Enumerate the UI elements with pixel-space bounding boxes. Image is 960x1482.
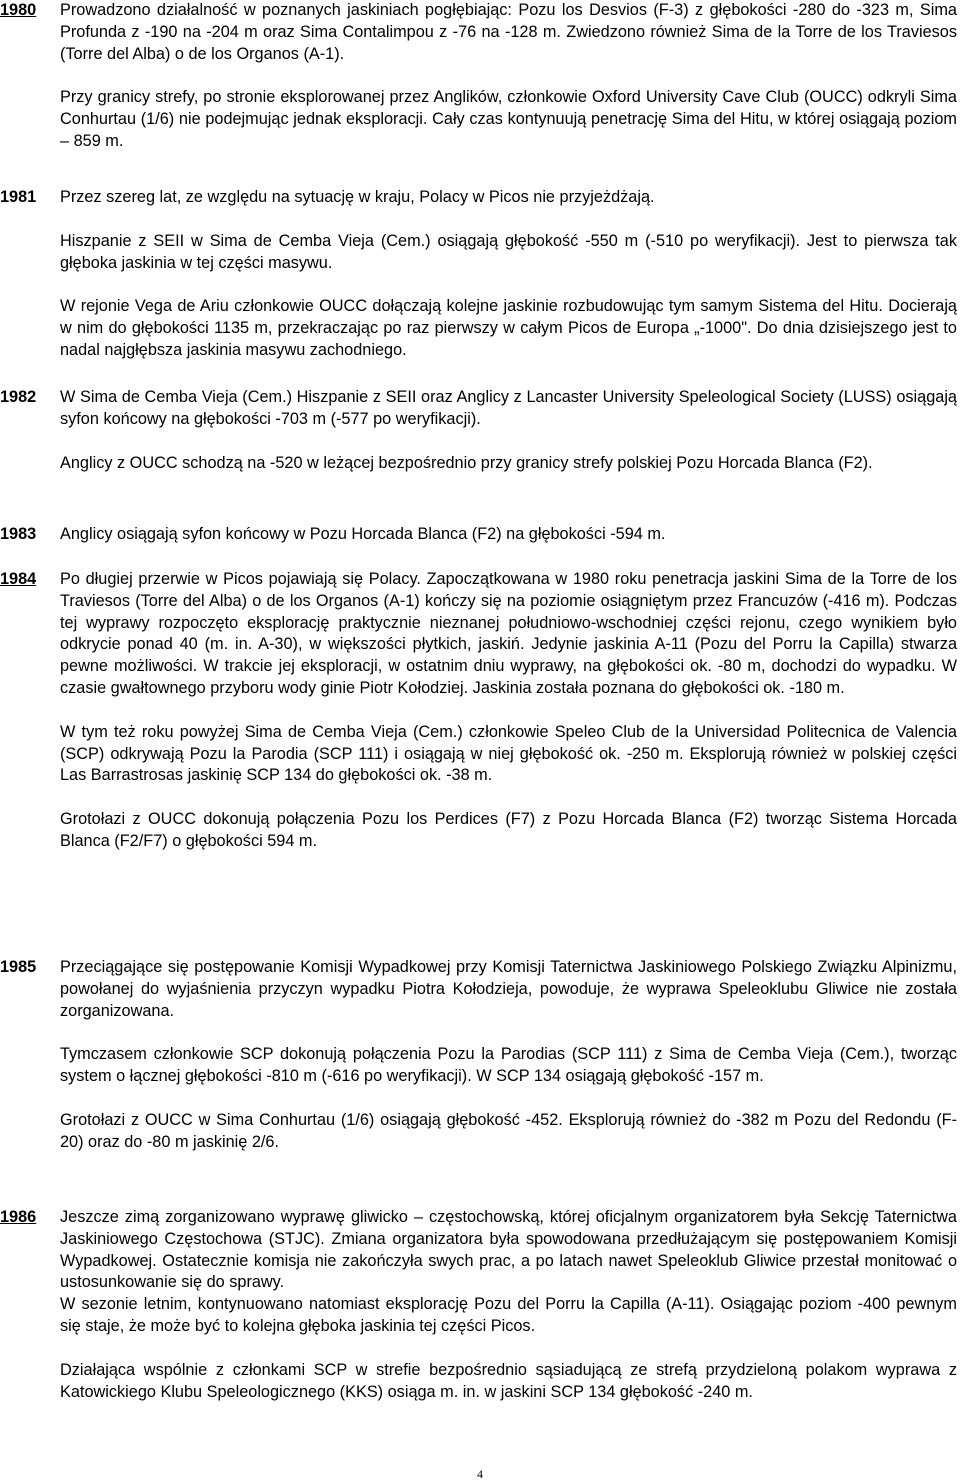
- paragraph: Prowadzono działalność w poznanych jaskiniach pogłębiając: Pozu los Desvios (F-3) z głębokości -280 do -323 m, Sima Profunda z -190 na -204 m oraz Sima Contalimpou z -76 na -128 m. Zwiedzono również Sima de la Torre de los Traviesos (Torre del Alba) o de los Organos (A-1).: [60, 1, 957, 63]
- entry-body: [60, 957, 957, 1154]
- entry-body: [60, 1207, 957, 1403]
- year-label: 1984: [0, 570, 37, 588]
- entry-body: [60, 387, 957, 474]
- paragraph: Przy granicy strefy, po stronie eksplorowanej przez Anglików, członkowie Oxford University Cave Club (OUCC) odkryli Sima Conhurtau (1/6) nie podejmując jednak eksploracji. Cały czas kontynuują penetrację Sima del Hitu, w której osiągają poziom – 859 m.: [60, 88, 957, 150]
- entry-body: [60, 0, 957, 153]
- year-label: 1981: [0, 188, 37, 206]
- paragraph: Tymczasem członkowie SCP dokonują połączenia Pozu la Parodias (SCP 111) z Sima de Cemba Vieja (Cem.), tworząc system o łącznej głębokości -810 m (-616 po weryfikacji). W SCP 134 osiągają głębokość -157 m.: [60, 1045, 957, 1086]
- year-label: 1986: [0, 1208, 37, 1226]
- entry-body: [60, 524, 957, 546]
- year-label: 1983: [0, 525, 37, 543]
- page-number: 4: [477, 1467, 483, 1481]
- paragraph: Jeszcze zimą zorganizowano wyprawę gliwicko – częstochowską, której oficjalnym organizatorem była Sekcję Taternictwa Jaskiniowego Częstochowa (STJC). Zmiana organizatora była spowodowana przedłużającym się postępowaniem Komisji Wypadkowej. Ostatecznie komisja nie zakończyła swych prac, a po latach nawet Speleoklub Gliwice przestał monitować o ustosunkowanie się do sprawy.: [60, 1208, 957, 1292]
- entry-body: [60, 187, 957, 362]
- paragraph: Hiszpanie z SEII w Sima de Cemba Vieja (Cem.) osiągają głębokość -550 m (-510 po weryfikacji). Jest to pierwsza tak głęboka jaskinia w tej części masywu.: [60, 231, 957, 272]
- paragraph: W Sima de Cemba Vieja (Cem.) Hiszpanie z SEII oraz Anglicy z Lancaster University Speleological Society (LUSS) osiągają syfon końcowy na głębokości -703 m (-577 po weryfikacji).: [60, 388, 957, 428]
- paragraph: Anglicy z OUCC schodzą na -520 w leżącej bezpośrednio przy granicy strefy polskiej Pozu Horcada Blanca (F2).: [60, 453, 873, 472]
- year-label: 1985: [0, 958, 37, 976]
- paragraph: W rejonie Vega de Ariu członkowie OUCC dołączają kolejne jaskinie rozbudowując tym samym Sistema del Hitu. Docierają w nim do głębokości 1135 m, przekraczając po raz pierwszy w całym Picos de Europa „-1000". Do dnia dzisiejszego jest to nadal najgłębsza jaskinia masywu zachodniego.: [60, 297, 957, 359]
- paragraph: W tym też roku powyżej Sima de Cemba Vieja (Cem.) członkowie Speleo Club de la Universidad Politecnica de Valencia (SCP) odkrywają Pozu la Parodia (SCP 111) i osiągają w niej głębokość ok. -250 m. Eksplorują również w polskiej części Las Barrastrosas jaskinię SCP 134 do głębokości ok. -38 m.: [60, 722, 957, 785]
- paragraph: Przeciągające się postępowanie Komisji Wypadkowej przy Komisji Taternictwa Jaskiniowego Polskiego Związku Alpinizmu, powołanej do wyjaśnienia przyczyn wypadku Piotra Kołodzieja, powoduje, że wyprawa Speleoklubu Gliwice nie została zorganizowana.: [60, 958, 957, 1020]
- paragraph: Działająca wspólnie z członkami SCP w strefie bezpośrednio sąsiadującą ze strefą przydzieloną polakom wyprawa z Katowickiego Klubu Speleologicznego (KKS) osiąga m. in. w jaskini SCP 134 głębokość -240 m.: [60, 1360, 957, 1401]
- paragraph: Przez szereg lat, ze względu na sytuację w kraju, Polacy w Picos nie przyjeżdżają.: [60, 188, 655, 206]
- paragraph: Po długiej przerwie w Picos pojawiają się Polacy. Zapoczątkowana w 1980 roku penetracja jaskini Sima de la Torre de los Traviesos (Torre del Alba) o de los Organos (A-1) kończy się na poziomie osiągniętym przez Francuzów (-416 m). Podczas tej wyprawy rozpoczęto eksplorację praktycznie nieznanej południowo-wschodniej części rejonu, czego wynikiem było odkrycie ponad 40 (m. in. A-30), w większości płytkich, jaskiń. Jedynie jaskinia A-11 (Pozu del Porru la Capilla) stwarza pewne możliwości. W trakcie jej eksploracji, w ostatnim dniu wyprawy, na głębokości ok. -80 m, dochodzi do wypadku. W czasie gwałtownego przyboru wody ginie Piotr Kołodziej. Jaskinia została poznana do głębokości ok. -180 m.: [60, 570, 957, 697]
- year-label: 1980: [0, 1, 37, 19]
- entry-body: [60, 569, 957, 853]
- paragraph: Grotołazi z OUCC w Sima Conhurtau (1/6) osiągają głębokość -452. Eksplorują również do -382 m Pozu del Redondu (F-20) oraz do -80 m jaskinię 2/6.: [60, 1110, 957, 1151]
- paragraph: W sezonie letnim, kontynuowano natomiast eksplorację Pozu del Porru la Capilla (A-11). Osiągając poziom -400 pewnym się staje, że może być to kolejna głęboka jaskinia tej części Picos.: [60, 1295, 957, 1335]
- paragraph: Grotołazi z OUCC dokonują połączenia Pozu los Perdices (F7) z Pozu Horcada Blanca (F2) tworząc Sistema Horcada Blanca (F2/F7) o głębokości 594 m.: [60, 810, 957, 850]
- year-label: 1982: [0, 388, 37, 406]
- paragraph: Anglicy osiągają syfon końcowy w Pozu Horcada Blanca (F2) na głębokości -594 m.: [60, 525, 666, 543]
